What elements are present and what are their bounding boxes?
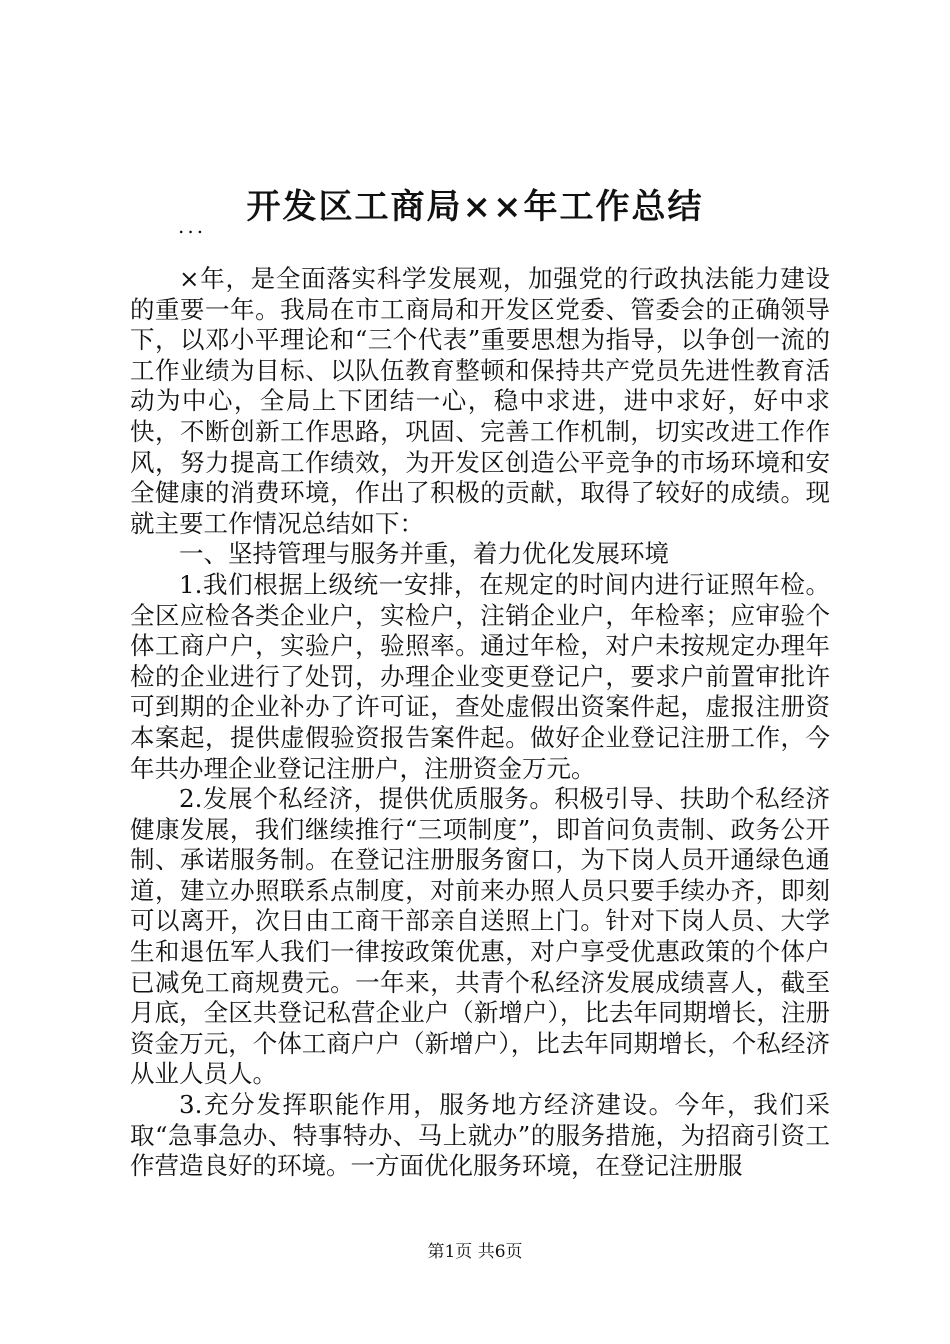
page-footer: 第1页 共6页 bbox=[427, 1242, 523, 1262]
intro-paragraph: ×年，是全面落实科学发展观，加强党的行政执法能力建设的重要一年。我局在市工商局和开发区党委、管委会的正确领导下，以邓小平理论和“三个代表”重要思想为指导，以争创一流的工作业绩为目标、以队伍教育整顿和保持共产党员先进性教育活动为中心，全局上下团结一心，稳中求进，进中求好，好中求快，不断创新工作思路，巩固、完善工作机制，切实改进工作作风，努力提高工作绩效，为开发区创造公平竞争的市场环境和安全健康的消费环境，作出了积极的贡献，取得了较好的成绩。现就主要工作情况总结如下： bbox=[130, 264, 830, 538]
document-title: 开发区工商局××年工作总结 bbox=[246, 187, 704, 227]
section-heading: 一、坚持管理与服务并重，着力优化发展环境 bbox=[179, 539, 669, 569]
paragraph-item-3: 3.充分发挥职能作用，服务地方经济建设。今年，我们采取“急事急办、特事特办、马上就办”的服务措施，为招商引资工作营造良好的环境。一方面优化服务环境，在登记注册服 bbox=[130, 1090, 830, 1181]
document-body bbox=[130, 264, 830, 1182]
ellipsis-mark: ... bbox=[178, 214, 207, 238]
paragraph-item-1: 1.我们根据上级统一安排，在规定的时间内进行证照年检。全区应检各类企业户，实检户，注销企业户，年检率；应审验个体工商户户，实验户，验照率。通过年检，对户未按规定办理年检的企业进行了处罚，办理企业变更登记户，要求户前置审批许可到期的企业补办了许可证，查处虚假出资案件起，虚报注册资本案起，提供虚假验资报告案件起。做好企业登记注册工作，今年共办理企业登记注册户，注册资金万元。 bbox=[130, 569, 830, 783]
paragraph-item-2: 2.发展个私经济，提供优质服务。积极引导、扶助个私经济健康发展，我们继续推行“三项制度”，即首问负责制、政务公开制、承诺服务制。在登记注册服务窗口，为下岗人员开通绿色通道，建立办照联系点制度，对前来办照人员只要手续办齐，即刻可以离开，次日由工商干部亲自送照上门。针对下岗人员、大学生和退伍军人我们一律按政策优惠，对户享受优惠政策的个体户已减免工商规费元。一年来，共青个私经济发展成绩喜人，截至月底，全区共登记私营企业户（新增户），比去年同期增长，注册资金万元，个体工商户户（新增户），比去年同期增长，个私经济从业人员人。 bbox=[130, 784, 830, 1089]
